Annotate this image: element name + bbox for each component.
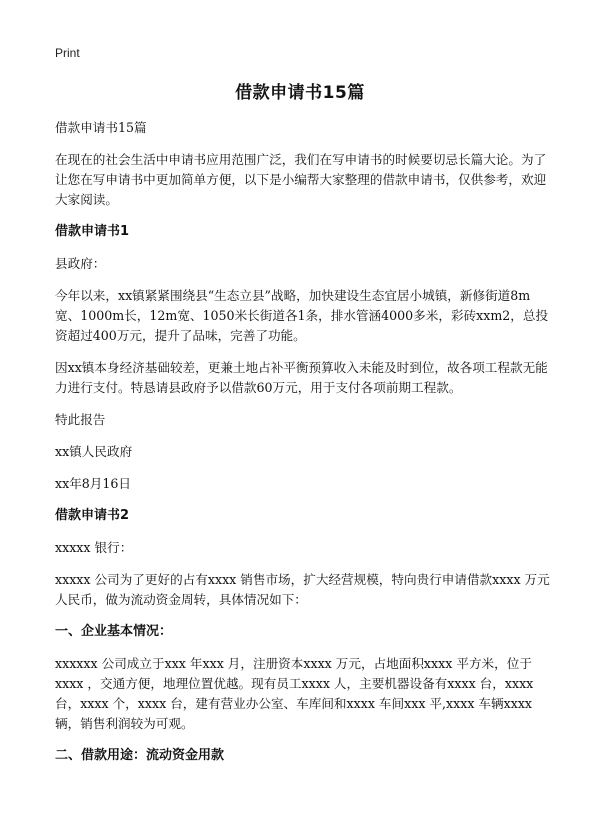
date-line: xx年8月16日 (55, 476, 132, 491)
subheading-2-1: 一、企业基本情况： (55, 624, 173, 639)
section-heading-2: 借款申请书2 (55, 508, 130, 523)
paragraph-1-2: 因xx镇本身经济基础较差，更兼土地占补平衡预算收入未能及时到位，故各项工程款无能力进行支付。特恳请县政府予以借款60万元，用于支付各项前期工程款。 (55, 360, 548, 395)
intro-paragraph: 在现在的社会生活中申请书应用范围广泛，我们在写申请书的时候要切忌长篇大论。为了让您在写申请书中更加简单方便，以下是小编帮大家整理的借款申请书，仅供参考，欢迎大家阅读。 (55, 152, 547, 207)
subheading-2-2: 二、借款用途：流动资金用款 (55, 748, 225, 763)
subtitle: 借款申请书15篇 (55, 120, 147, 135)
salutation-2: xxxxx 银行： (55, 540, 133, 555)
report-line: 特此报告 (55, 412, 106, 427)
signer-line: xx镇人民政府 (55, 444, 133, 459)
paragraph-1-1: 今年以来，xx镇紧紧围绕县“生态立县”战略，加快建设生态宜居小城镇，新修街道8m宽、1000m长，12m宽、1050米长街道各1条，排水管涵4000多米，彩砖xxm2，总投资超过400万元，提升了品味，完善了功能。 (55, 288, 549, 343)
page-title: 借款申请书15篇 (235, 83, 365, 103)
paragraph-2-1: xxxxx 公司为了更好的占有xxxx 销售市场，扩大经营规模，特向贵行申请借款xxxx 万元人民币，做为流动资金周转，具体情况如下： (55, 572, 550, 607)
paragraph-2-2: xxxxxx 公司成立于xxx 年xxx 月，注册资本xxxx 万元，占地面积xxxx 平方米，位于xxxx ，交通方便，地理位置优越。现有员工xxxx 人，主要机器设备有xxxx 台，xxxx 台，xxxx 个，xxxx 台，建有营业办公室、车库间和xxxx 车间xxx 平,xxxx 车辆xxxx 辆，销售利润较为可观。 (55, 656, 534, 731)
print-link[interactable]: Print (55, 46, 80, 60)
salutation-1: 县政府： (55, 256, 106, 271)
document-body (55, 118, 555, 778)
section-heading-1: 借款申请书1 (55, 224, 130, 239)
